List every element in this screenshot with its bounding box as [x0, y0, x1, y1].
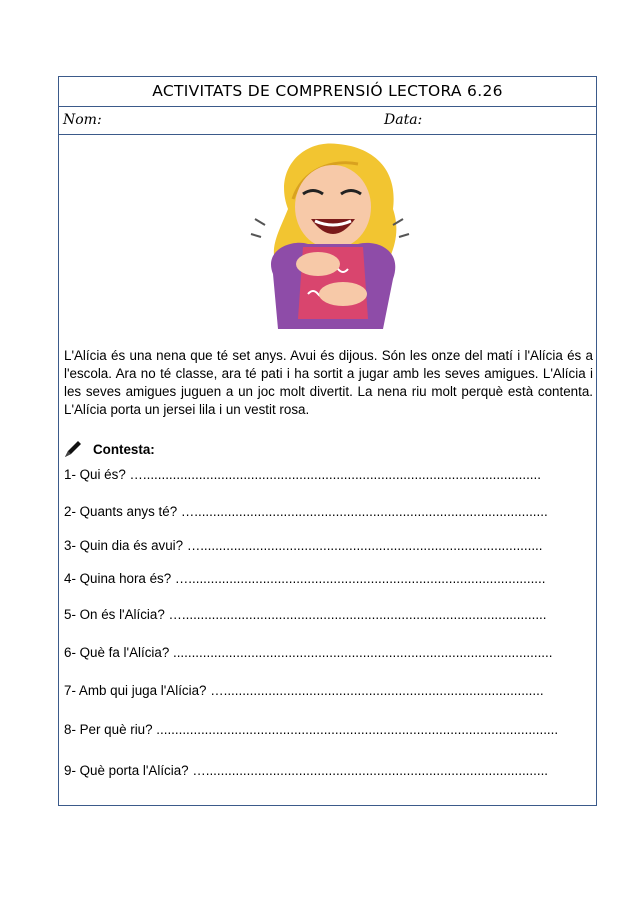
question-4[interactable]: 4- Quina hora és? …................................................................................................ — [64, 571, 546, 586]
name-date-row — [59, 107, 596, 135]
date-label: Data: — [384, 112, 423, 128]
question-8[interactable]: 8- Per què riu? ............................................................................................................ — [64, 722, 559, 737]
worksheet-title: ACTIVITATS DE COMPRENSIÓ LECTORA 6.26 — [59, 77, 596, 107]
laughing-girl-illustration — [233, 139, 427, 335]
question-5[interactable]: 5- On és l'Alícia? ….................................................................................................. — [64, 607, 547, 622]
name-label: Nom: — [63, 112, 102, 128]
question-3[interactable]: 3- Quin dia és avui? …............................................................................................ — [64, 538, 543, 553]
reading-passage: L'Alícia és una nena que té set anys. Avui és dijous. Són les onze del matí i l'Alícia és a l'escola. Ara no té classe, ara té pati i ha sortit a jugar amb les seves amigues. L'Alícia i les seves amigues juguen a un joc molt divertit. La nena riu molt perquè està contenta. L'Alícia porta un jersei lila i un vestit rosa. — [64, 348, 593, 417]
question-1[interactable]: 1- Qui és? …........................................................................................................... — [64, 467, 541, 482]
worksheet — [58, 76, 597, 806]
pencil-icon — [63, 439, 83, 459]
answer-section-title: Contesta: — [93, 441, 155, 457]
answer-section-label — [63, 439, 155, 459]
question-7[interactable]: 7- Amb qui juga l'Alícia? …...................................................................................... — [64, 683, 544, 698]
question-6[interactable]: 6- Què fa l'Alícia? ...................................................................................................... — [64, 645, 553, 660]
question-2[interactable]: 2- Quants anys té? …............................................................................................... — [64, 504, 548, 519]
question-9[interactable]: 9- Què porta l'Alícia? …............................................................................................ — [64, 763, 549, 778]
